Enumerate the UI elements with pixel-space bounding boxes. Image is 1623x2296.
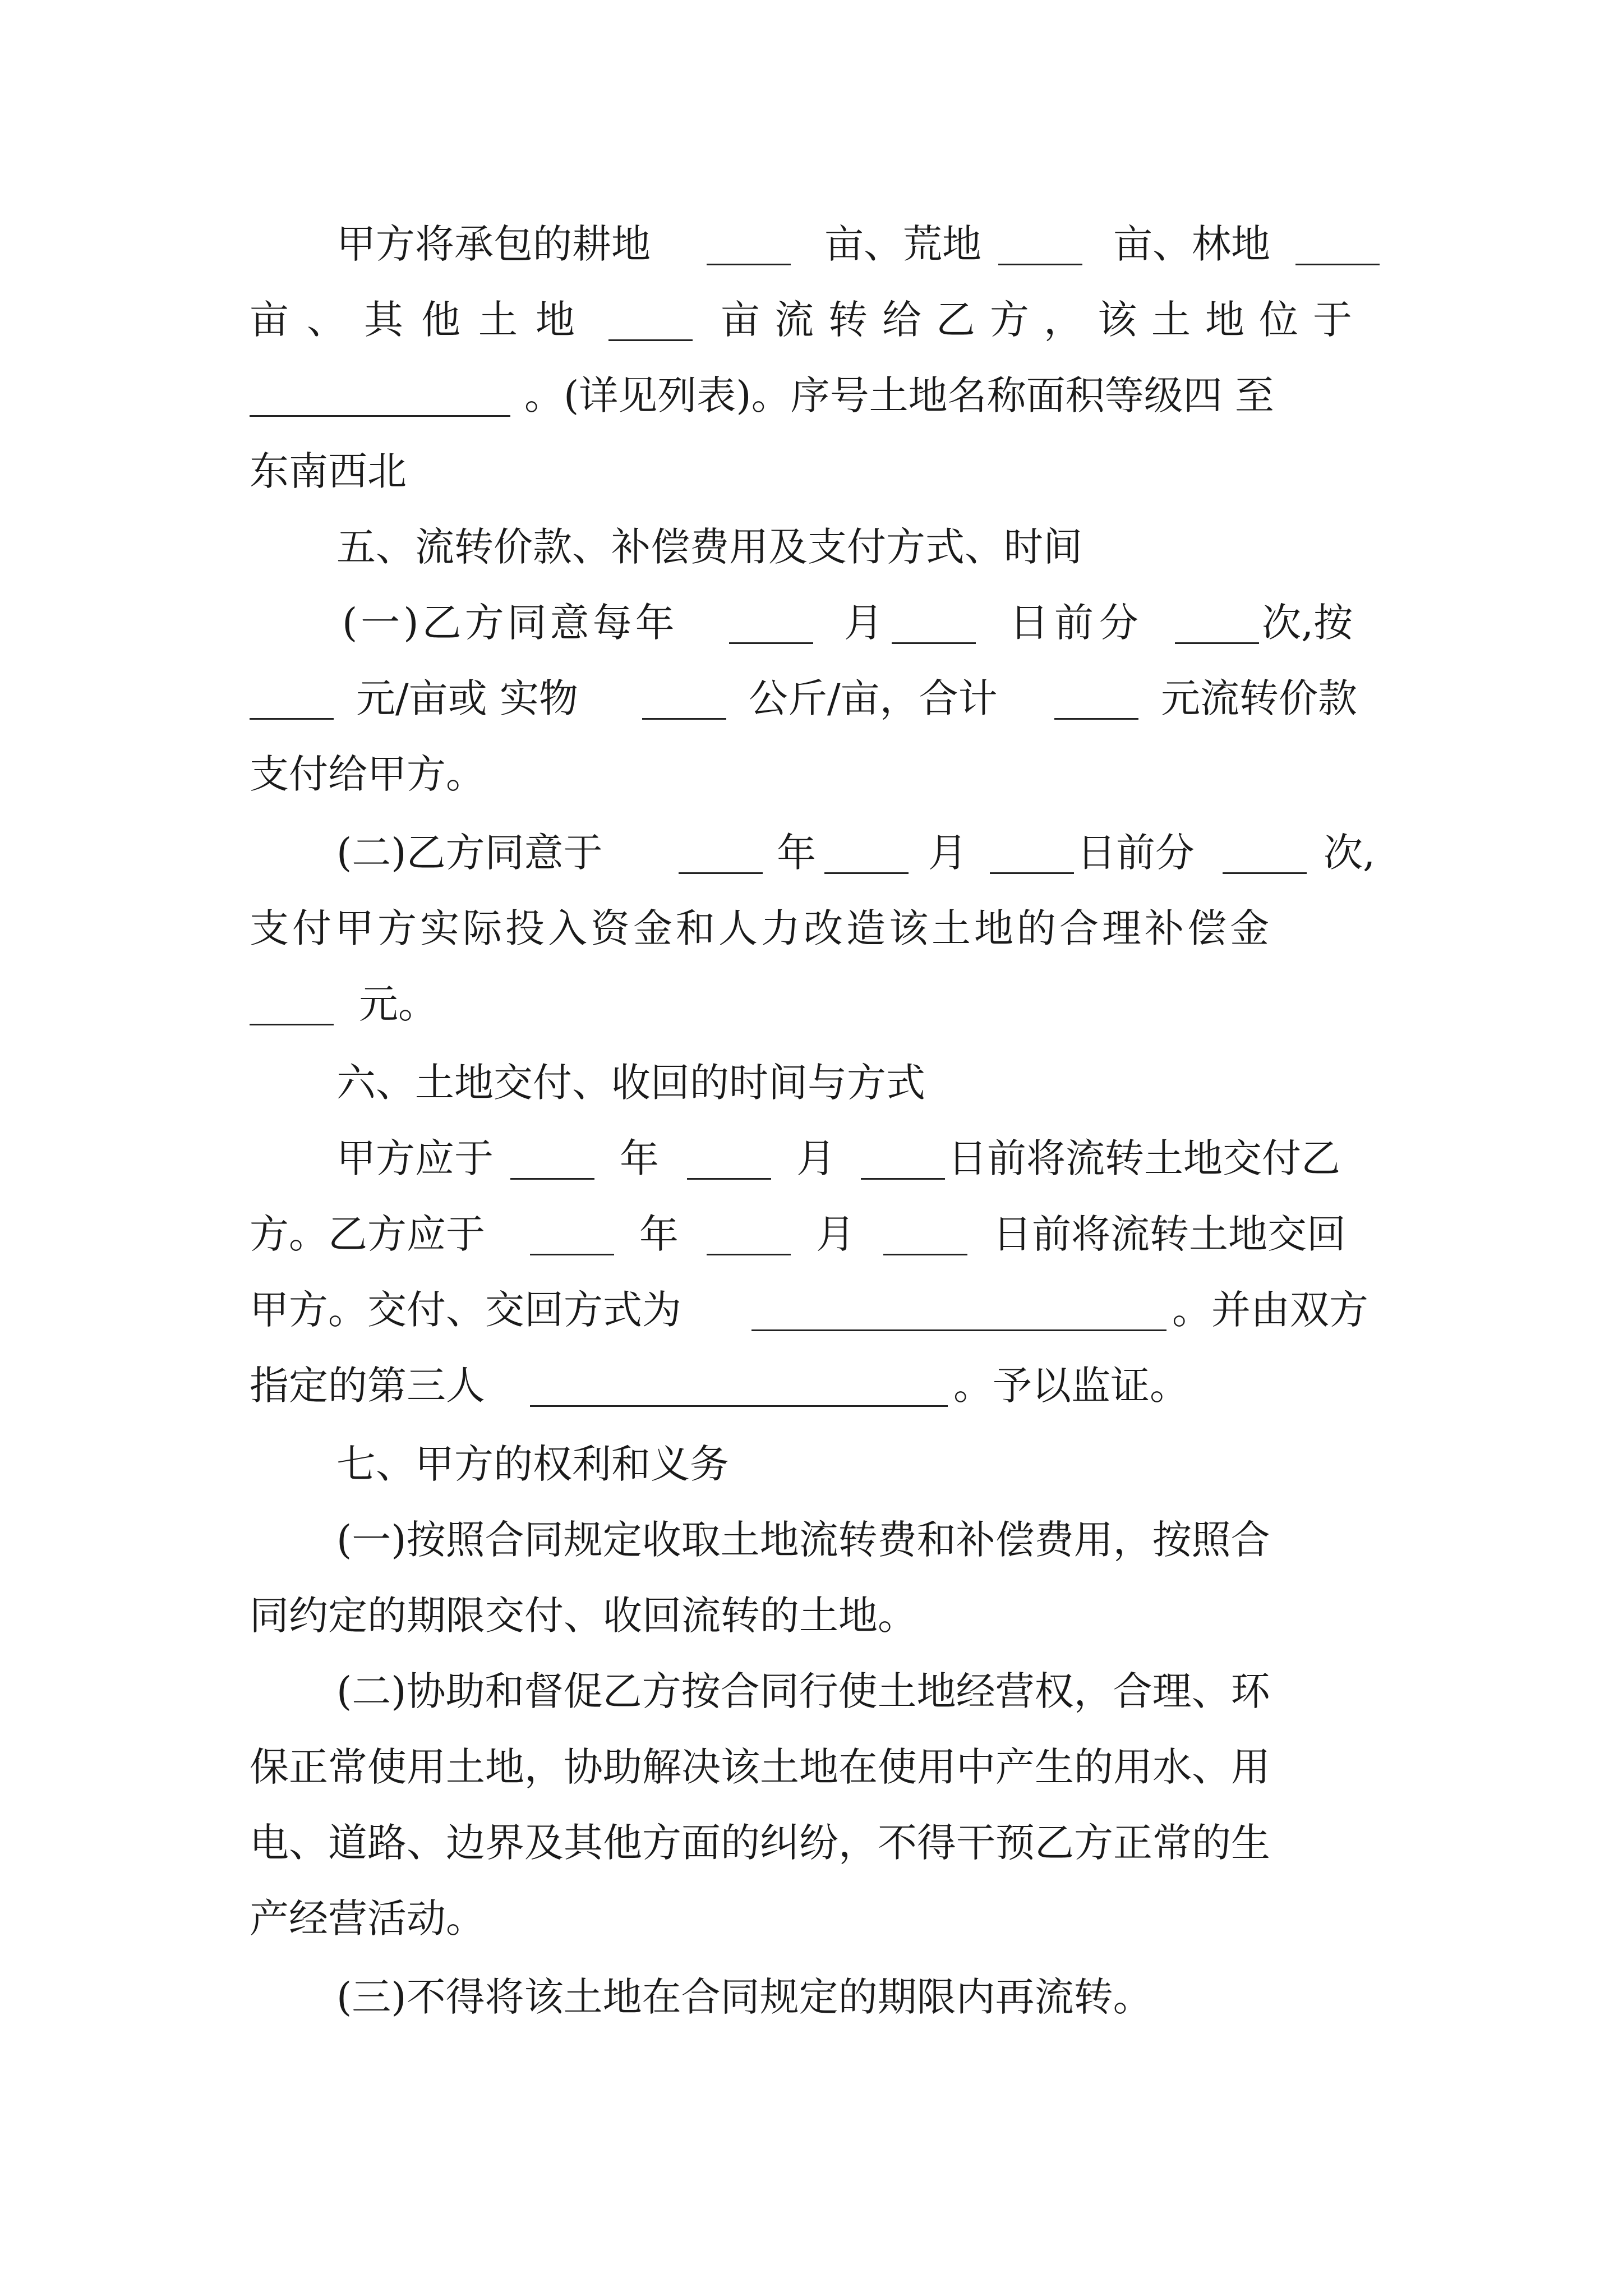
line-text: 甲方应于 bbox=[336, 1135, 494, 1181]
line-text: 同约定的期限交付、收回流转的土地。 bbox=[250, 1593, 917, 1639]
line-text: 支付甲方实际投入资金和人力改造该土地的合理补偿金 bbox=[250, 905, 1272, 951]
line-text: 元流转价款 bbox=[1161, 675, 1357, 721]
paragraph-line bbox=[0, 1652, 1623, 1731]
paragraph-line bbox=[0, 205, 1623, 283]
line-text: 日前分 bbox=[1009, 600, 1144, 646]
line-text: 支付给甲方。 bbox=[250, 751, 485, 797]
paragraph-line bbox=[0, 432, 1623, 510]
fill-blank bbox=[250, 718, 334, 720]
line-text: 元。 bbox=[359, 981, 437, 1027]
line-text: 月 bbox=[844, 600, 883, 646]
paragraph-line bbox=[0, 889, 1623, 968]
line-text: 年 bbox=[639, 1211, 679, 1257]
fill-blank bbox=[861, 1178, 945, 1180]
line-text: 年 bbox=[620, 1135, 659, 1181]
paragraph-line bbox=[0, 1271, 1623, 1349]
fill-blank bbox=[990, 872, 1074, 874]
line-text: 月 bbox=[816, 1211, 855, 1257]
line-text: 次, bbox=[1324, 830, 1376, 876]
line-text: 月 bbox=[928, 830, 967, 876]
section-heading-text: 六、土地交付、收回的时间与方式 bbox=[336, 1060, 925, 1106]
paragraph-line bbox=[0, 1576, 1623, 1655]
fill-blank bbox=[250, 1024, 334, 1025]
fill-blank bbox=[510, 1178, 594, 1180]
fill-blank bbox=[530, 1405, 948, 1407]
line-text: 亩流转给乙方，该土地位于 bbox=[721, 297, 1367, 343]
line-text: 。并由双方 bbox=[1172, 1287, 1368, 1333]
line-text: (二)协助和督促乙方按合同行使土地经营权，合理、环 bbox=[336, 1668, 1270, 1714]
line-text: 亩、荒地 bbox=[824, 221, 981, 267]
paragraph-line bbox=[0, 735, 1623, 813]
line-text: 。予以监证。 bbox=[953, 1363, 1189, 1409]
line-text: (三)不得将该土地在合同规定的期限内再流转。 bbox=[336, 1974, 1152, 2020]
line-text: 年 bbox=[777, 830, 816, 876]
section-heading-text: 五、流转价款、补偿费用及支付方式、时间 bbox=[336, 524, 1082, 570]
fill-blank bbox=[530, 1254, 614, 1255]
line-text: 月 bbox=[796, 1135, 836, 1181]
fill-blank bbox=[250, 415, 510, 417]
fill-blank bbox=[1054, 718, 1138, 720]
paragraph-line bbox=[0, 659, 1623, 738]
paragraph-line bbox=[0, 1803, 1623, 1882]
paragraph-line bbox=[0, 1346, 1623, 1425]
paragraph-line bbox=[0, 356, 1623, 435]
fill-blank bbox=[1175, 642, 1259, 644]
section-heading bbox=[0, 1425, 1623, 1503]
line-text: 日前将流转土地交付乙 bbox=[948, 1135, 1340, 1181]
fill-blank bbox=[679, 872, 763, 874]
line-text: 元/亩或 实物 bbox=[356, 675, 578, 721]
line-text: 产经营活动。 bbox=[250, 1895, 485, 1941]
line-text: 甲方将承包的耕地 bbox=[336, 221, 651, 267]
fill-blank bbox=[707, 264, 791, 265]
fill-blank bbox=[608, 339, 693, 341]
line-text: 亩、其他土地 bbox=[250, 297, 593, 343]
paragraph-line bbox=[0, 280, 1623, 359]
fill-blank bbox=[1223, 872, 1307, 874]
fill-blank bbox=[687, 1178, 771, 1180]
line-text: 甲方。交付、交回方式为 bbox=[250, 1287, 681, 1333]
fill-blank bbox=[707, 1254, 791, 1255]
line-text: 日前分 bbox=[1077, 830, 1195, 876]
line-text: 公斤/亩，合计 bbox=[749, 675, 998, 721]
line-text: (二)乙方同意于 bbox=[336, 830, 603, 876]
section-heading bbox=[0, 1043, 1623, 1122]
fill-blank bbox=[1295, 264, 1380, 265]
paragraph-line bbox=[0, 1501, 1623, 1579]
line-text: (一)乙方同意每年 bbox=[342, 600, 678, 646]
line-text: 。(详见列表)。序号土地名称面积等级四 至 bbox=[524, 372, 1274, 418]
fill-blank bbox=[824, 872, 909, 874]
fill-blank bbox=[729, 642, 813, 644]
line-text: 电、道路、边界及其他方面的纠纷，不得干预乙方正常的生 bbox=[250, 1820, 1270, 1866]
paragraph-line bbox=[0, 1195, 1623, 1273]
line-text: 方。乙方应于 bbox=[250, 1211, 485, 1257]
line-text: 亩、林地 bbox=[1113, 221, 1270, 267]
line-text: 东南西北 bbox=[250, 448, 407, 494]
paragraph-line bbox=[0, 813, 1623, 892]
section-heading bbox=[0, 508, 1623, 586]
paragraph-line bbox=[0, 1958, 1623, 2036]
paragraph-line bbox=[0, 1119, 1623, 1198]
line-text: 保正常使用土地，协助解决该土地在使用中产生的用水、用 bbox=[250, 1744, 1270, 1790]
paragraph-line bbox=[0, 583, 1623, 662]
line-text: (一)按照合同规定收取土地流转费和补偿费用，按照合 bbox=[336, 1517, 1270, 1563]
line-text: 日前将流转土地交回 bbox=[993, 1211, 1346, 1257]
fill-blank bbox=[998, 264, 1082, 265]
fill-blank bbox=[751, 1329, 1166, 1331]
paragraph-line bbox=[0, 1879, 1623, 1958]
section-heading-text: 七、甲方的权利和义务 bbox=[336, 1441, 729, 1487]
line-text: 指定的第三人 bbox=[250, 1363, 485, 1409]
fill-blank bbox=[642, 718, 726, 720]
paragraph-line bbox=[0, 965, 1623, 1043]
fill-blank bbox=[892, 642, 976, 644]
line-text: 次,按 bbox=[1262, 600, 1353, 646]
paragraph-line bbox=[0, 1728, 1623, 1806]
fill-blank bbox=[883, 1254, 967, 1255]
